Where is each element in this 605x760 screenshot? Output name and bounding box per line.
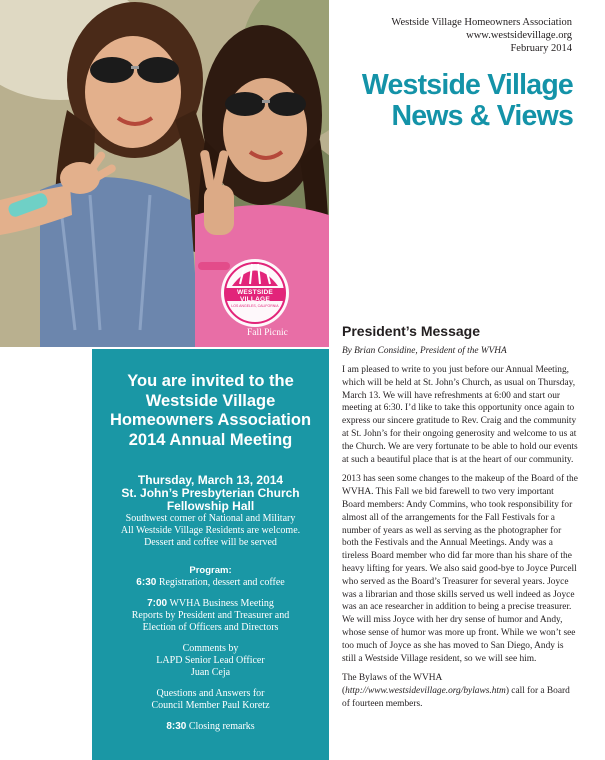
comments-line: LAPD Senior Lead Officer bbox=[156, 655, 265, 666]
photo-caption: Fall Picnic bbox=[247, 328, 288, 338]
byline: By Brian Considine, President of the WVHA bbox=[342, 346, 507, 356]
invite-title: You are invited to the Westside Village Homeowners Association 2014 Annual Meeting bbox=[109, 372, 312, 449]
left-girl-face bbox=[85, 36, 181, 148]
program-text: WVHA Business Meeting bbox=[169, 598, 274, 609]
qa-line: Questions and Answers for bbox=[156, 688, 265, 699]
program-item bbox=[92, 598, 329, 610]
org-info bbox=[391, 16, 572, 55]
left-sunglasses-left bbox=[90, 57, 134, 83]
welcome-note: All Westside Village Residents are welcome. bbox=[120, 525, 301, 536]
bylaws-text-pre: The Bylaws of the WVHA ( bbox=[342, 673, 442, 697]
bylaws-link[interactable]: http://www.westsidevillage.org/bylaws.htm bbox=[345, 686, 506, 697]
comments-line: Comments by bbox=[182, 643, 239, 654]
right-sunglasses-right bbox=[268, 92, 306, 116]
program-time: 8:30 bbox=[166, 721, 187, 732]
paragraph: I am pleased to write to you just before our Annual Meeting, which will be held at St. John’s Church, as usual on Thursday, March 13. We will have refreshments at 6:00 and start our meeting at 6:30. I’d like to take this opportunity once again to express our sincere gratitude to Rev. Craig and the community at St. John’s for their ongoing generosity and welcome to us at the Church. We are very fortunate to be able to hold our events at such a beautiful place that is at the heart of our community. bbox=[342, 365, 578, 465]
website-link[interactable]: www.westsidevillage.org bbox=[466, 30, 572, 41]
issue-date: February 2014 bbox=[510, 43, 572, 54]
bylaws-text-post: ) call for a Board of fourteen members. bbox=[342, 686, 570, 709]
left-sunglasses-right bbox=[137, 57, 179, 83]
program-label: Program: bbox=[189, 565, 232, 576]
venue-name: St. John’s Presbyterian Church bbox=[121, 486, 300, 500]
program-text: Registration, dessert and coffee bbox=[158, 577, 285, 588]
program-time: 6:30 bbox=[136, 577, 157, 588]
cover-photo bbox=[0, 0, 329, 347]
program-item bbox=[92, 721, 329, 733]
right-sunglasses-left bbox=[225, 92, 265, 116]
org-name: Westside Village Homeowners Association bbox=[391, 17, 572, 28]
paragraph bbox=[342, 672, 578, 710]
logo-subtext: LOS ANGELES, CALIFORNIA bbox=[231, 304, 279, 308]
presidents-message bbox=[342, 322, 578, 711]
venue-room: Fellowship Hall bbox=[166, 499, 255, 513]
program-time: 7:00 bbox=[147, 598, 168, 609]
paragraph: 2013 has seen some changes to the makeup of the Board of the WVHA. This Fall we bid farewell to two very important Board members: Andy Commins, who took responsibility for almost all of the arrangements for the Fall Festivals for a number of years as well as serving as the photographer for both the Festivals and the Annual Meetings. Andy was a tireless Board member who did far more than his share of the heavy lifting for years. We also said good-bye to Joyce Purcell who served as the Board’s Treasurer for several years. Joyce was a librarian and those skills served us well indeed as Joyce was an ace researcher in addition to being a precise treasurer. We will miss Joyce with her dry sense of humor and Andy, whose sense of humor was more up front. While we won’t see too much of Joyce as she has moved to San Diego, Andy is still a Westside Village resident, so we will see him. bbox=[342, 474, 578, 664]
venue-location: Southwest corner of National and Military bbox=[125, 513, 296, 524]
newsletter-masthead bbox=[362, 70, 573, 132]
masthead-line-2: News & Views bbox=[391, 100, 573, 132]
meeting-date: Thursday, March 13, 2014 bbox=[137, 473, 284, 487]
comments-line: Juan Ceja bbox=[190, 667, 231, 678]
qa-line: Council Member Paul Koretz bbox=[151, 700, 270, 711]
logo-text: WESTSIDE VILLAGE bbox=[236, 289, 274, 303]
program-item bbox=[92, 577, 329, 589]
program-text: Reports by President and Treasurer and bbox=[131, 610, 290, 621]
program-text: Closing remarks bbox=[188, 721, 255, 732]
annual-meeting-invitation bbox=[92, 349, 329, 760]
program-text: Election of Officers and Directors bbox=[142, 622, 279, 633]
section-heading: President’s Message bbox=[342, 323, 480, 339]
refreshments-note: Dessert and coffee will be served bbox=[144, 537, 277, 548]
masthead-line-1: Westside Village bbox=[361, 69, 573, 101]
